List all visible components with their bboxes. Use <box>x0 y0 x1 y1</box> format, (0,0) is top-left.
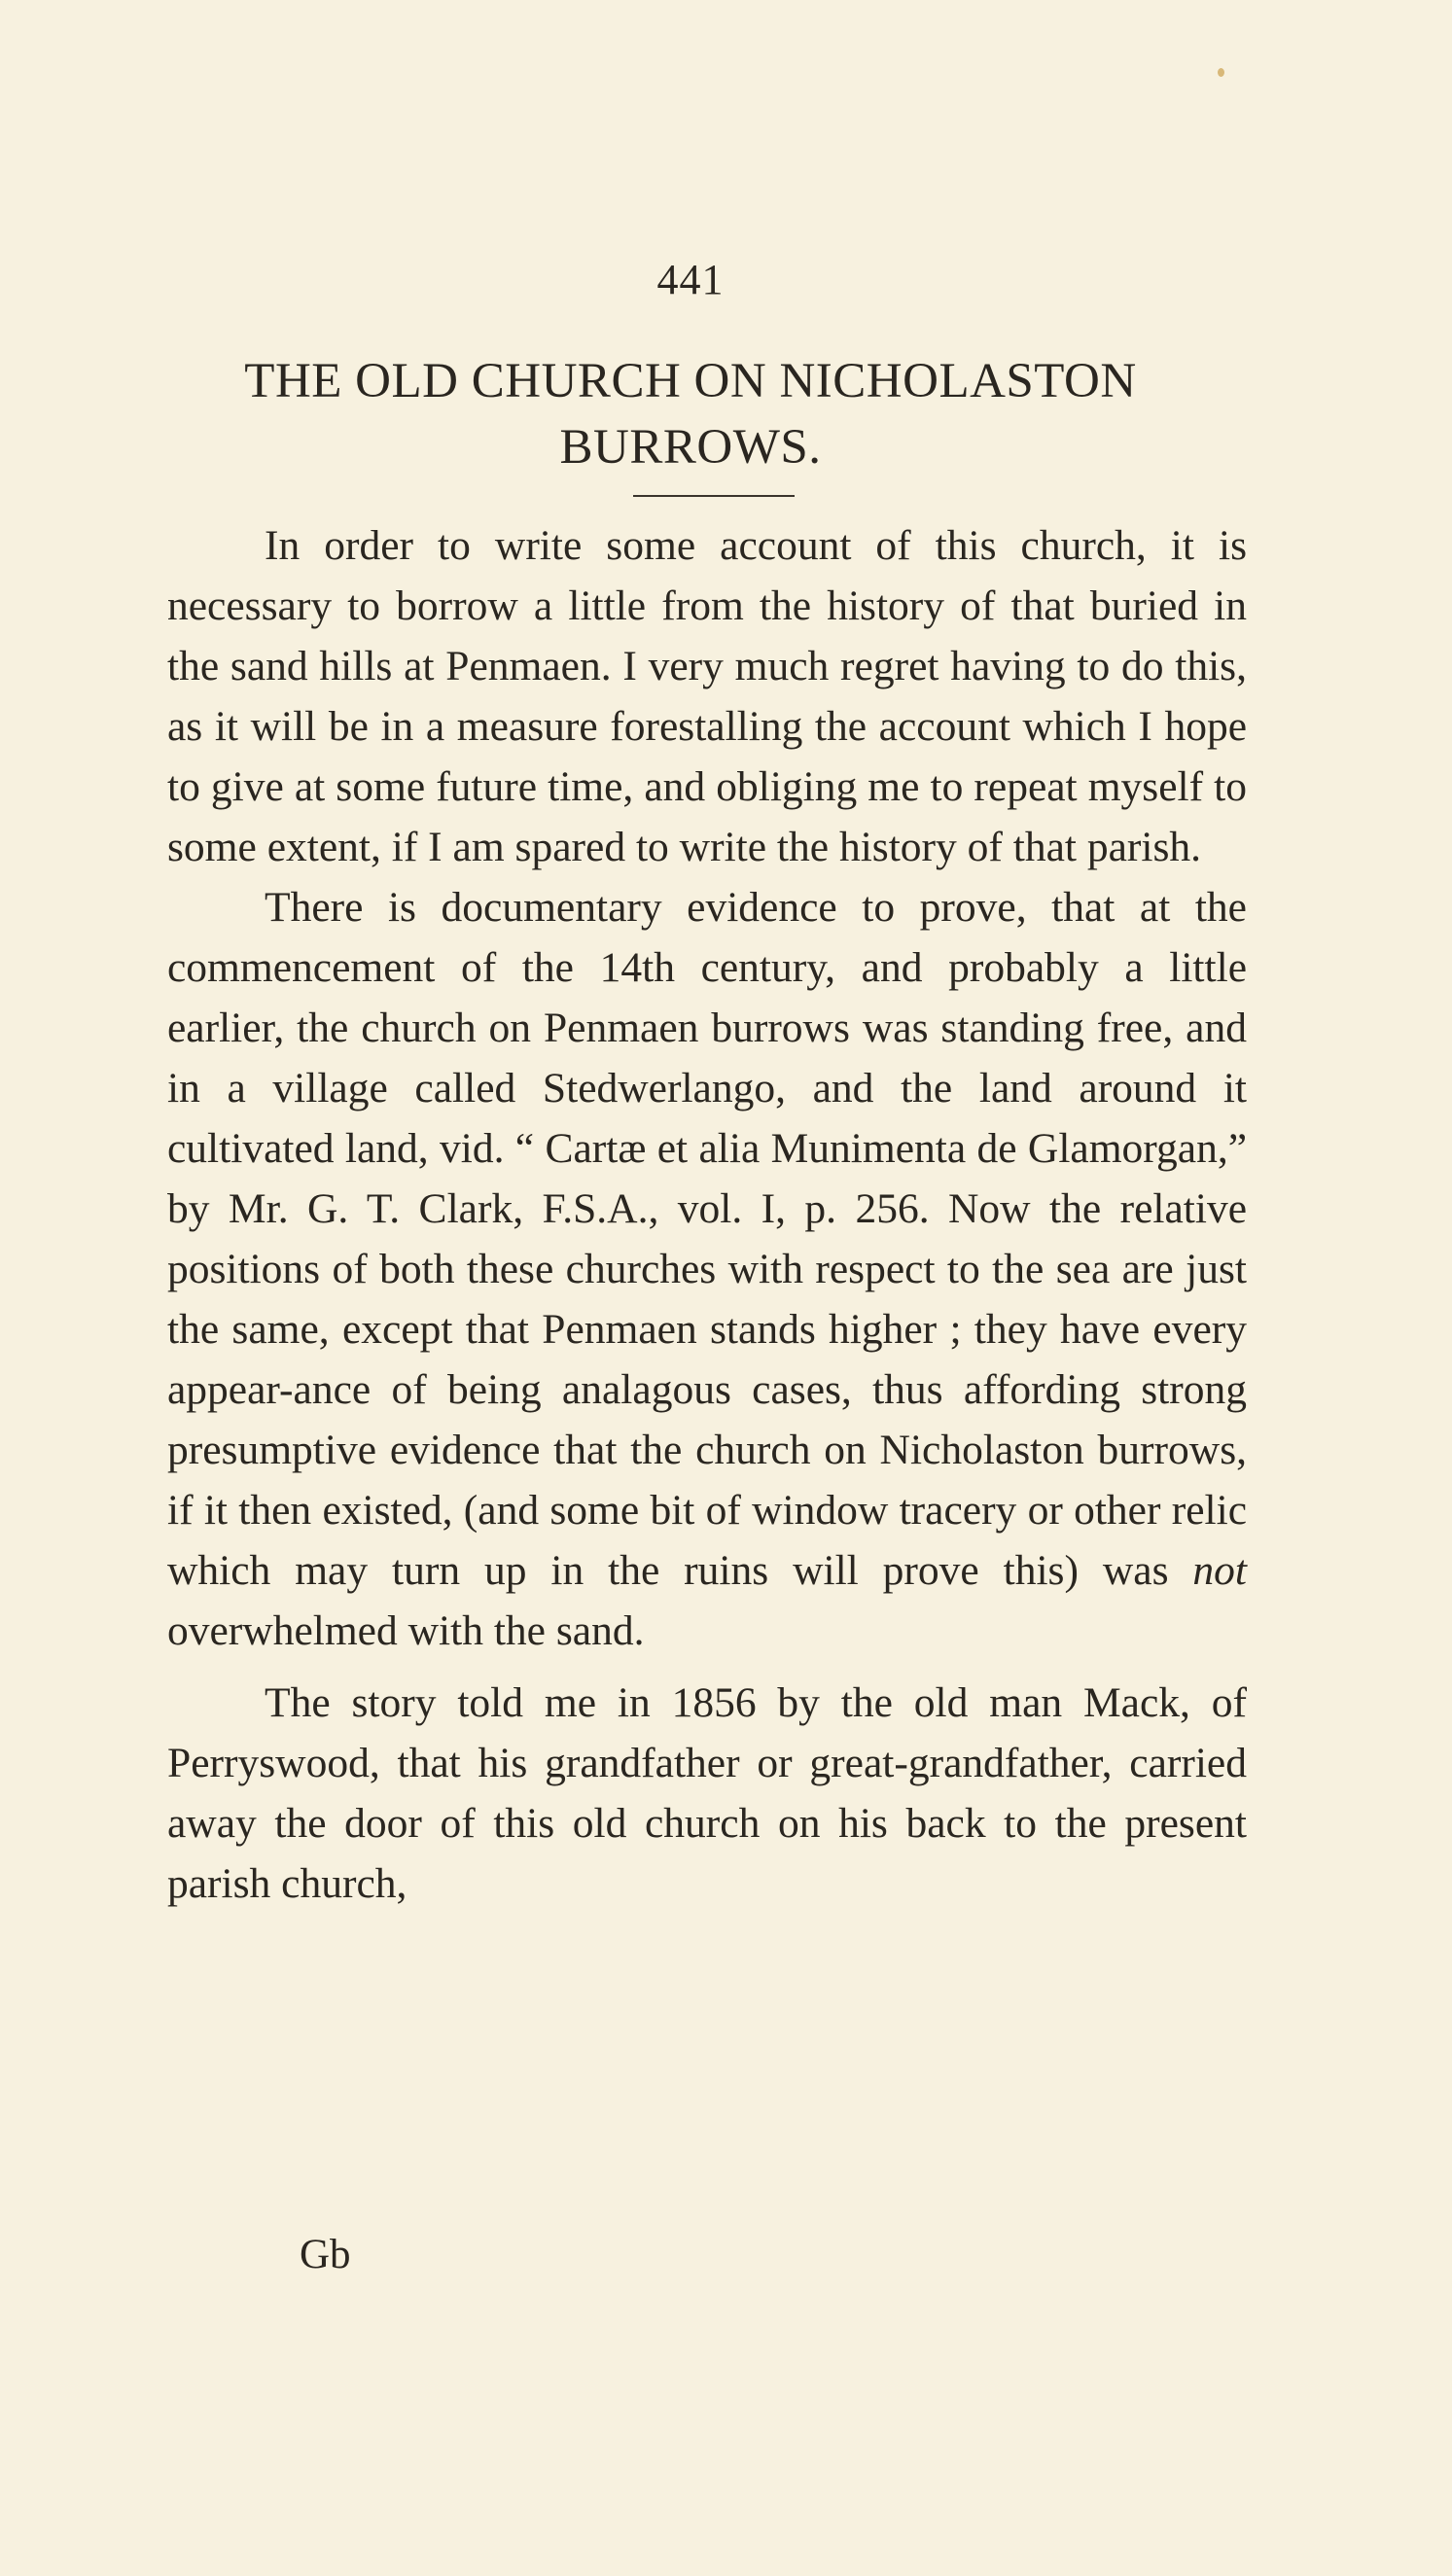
title-line-2: BURROWS. <box>559 420 822 475</box>
paragraph-2-text: There is documentary evidence to prove, that at the commencement of the 14th century, and probably a little earlier, the church on Penmaen burrows was standing free, and in a village called Stedwerlango, and the land around it cultivated land, vid. “ Cartæ et alia Munimenta de Glamorgan,” by Mr. G. T. Clark, F.S.A., vol. I, p. 256. Now the relative positions of both these churches with respect to the sea are just the same, except that Penmaen stands higher ; they have every appear-ance of being analagous cases, thus affording strong presumptive evidence that the church on Nicholaston burrows, if it then existed, (and some bit of window tracery or other relic which may turn up in the ruins will prove this) was <box>167 884 1247 1594</box>
paragraph-2-text-after: overwhelmed with the sand. <box>167 1607 645 1654</box>
paragraph-2 <box>167 877 1247 1661</box>
paragraph-3-text: The story told me in 1856 by the old man Mack, of Perryswood, that his grandfather or great-grandfather, carried away the door of this old church on his back to the present parish church, <box>167 1679 1247 1907</box>
printer-signature-mark: Gb <box>300 2232 351 2277</box>
page-title <box>136 348 1245 480</box>
title-divider <box>633 495 795 497</box>
paper-speck <box>1218 68 1224 77</box>
paragraph-1 <box>167 515 1247 877</box>
article-body <box>167 515 1247 1914</box>
paragraph-3 <box>167 1673 1247 1914</box>
page-number: 441 <box>656 256 725 303</box>
title-line-1: THE OLD CHURCH ON NICHOLASTON <box>244 354 1137 408</box>
paragraph-1-text: In order to write some account of this church, it is necessary to borrow a little from the history of that buried in the sand hills at Penmaen. I very much regret having to do this, as it will be in a measure forestalling the account which I hope to give at some future time, and obliging me to repeat myself to some extent, if I am spared to write the history of that parish. <box>167 522 1247 870</box>
paragraph-2-emphasis: not <box>1192 1547 1247 1594</box>
